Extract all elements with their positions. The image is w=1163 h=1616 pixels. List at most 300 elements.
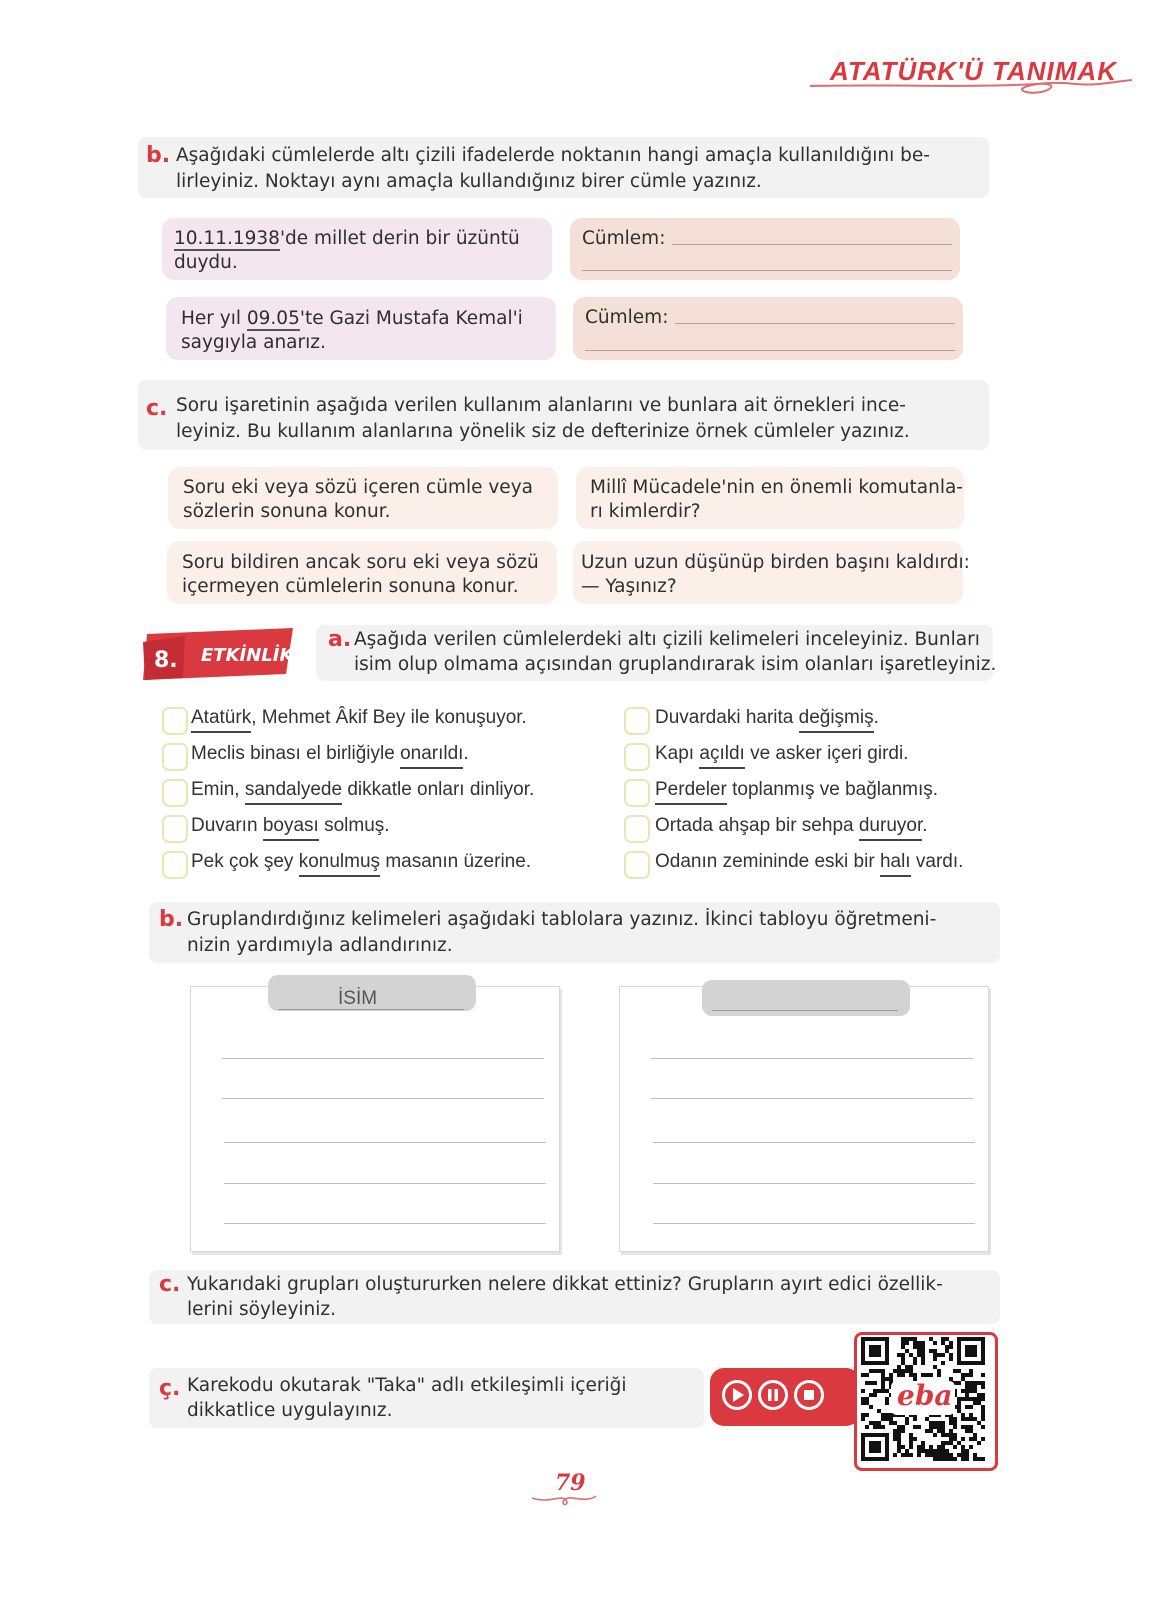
qr-module bbox=[937, 1429, 941, 1433]
qr-module bbox=[897, 1433, 901, 1437]
activity-b-text-line1: Gruplandırdığınız kelimeleri aşağıdaki tablolara yazınız. İkinci tabloyu öğretmeni- bbox=[187, 909, 937, 930]
qr-module bbox=[861, 1397, 865, 1401]
qr-module bbox=[913, 1437, 917, 1441]
section-c-instruction-bar bbox=[138, 380, 989, 450]
qr-module bbox=[941, 1457, 945, 1461]
qr-module bbox=[961, 1457, 965, 1461]
checkbox[interactable] bbox=[162, 851, 188, 879]
qr-module bbox=[981, 1409, 985, 1413]
activity-a-instruction-bar bbox=[316, 625, 997, 681]
qr-module bbox=[921, 1441, 925, 1445]
qr-finder bbox=[869, 1441, 881, 1453]
page-number-swash bbox=[530, 1490, 598, 1510]
answer-line bbox=[582, 270, 952, 271]
qr-module bbox=[961, 1373, 965, 1377]
qr-module bbox=[885, 1389, 889, 1393]
qr-module bbox=[973, 1381, 977, 1385]
activity-b-text-line2: nizin yardımıyla adlandırınız. bbox=[187, 935, 453, 956]
qr-module bbox=[897, 1445, 901, 1449]
write-line[interactable] bbox=[222, 1058, 544, 1059]
qr-module bbox=[909, 1365, 913, 1369]
sentence-text: Duvarın bbox=[191, 815, 263, 836]
qr-module bbox=[957, 1441, 961, 1445]
section-b-letter: b. bbox=[146, 143, 171, 168]
qr-module bbox=[877, 1389, 881, 1393]
activity-c-instruction-bar bbox=[149, 1270, 1000, 1324]
qr-module bbox=[869, 1369, 873, 1373]
qr-module bbox=[913, 1425, 917, 1429]
qr-module bbox=[981, 1373, 985, 1377]
qr-module bbox=[929, 1449, 933, 1453]
example2-line1: Uzun uzun düşünüp birden başını kaldırdı: bbox=[581, 552, 970, 573]
qr-module bbox=[901, 1445, 905, 1449]
answer-box-1[interactable] bbox=[570, 218, 960, 280]
qr-module bbox=[897, 1429, 901, 1433]
qr-module bbox=[969, 1445, 973, 1449]
qr-module bbox=[877, 1409, 881, 1413]
qr-module bbox=[945, 1337, 949, 1341]
sentence-left-2 bbox=[191, 743, 469, 765]
qr-module bbox=[873, 1393, 877, 1397]
qr-module bbox=[929, 1373, 933, 1377]
answer-line bbox=[672, 244, 952, 245]
qr-finder bbox=[965, 1345, 977, 1357]
qr-module bbox=[913, 1345, 917, 1349]
qr-module bbox=[873, 1421, 877, 1425]
qr-module bbox=[933, 1453, 937, 1457]
sentence-text: Pek çok şey bbox=[191, 851, 299, 872]
qr-module bbox=[961, 1389, 965, 1393]
qr-module bbox=[889, 1373, 893, 1377]
qr-module bbox=[941, 1353, 945, 1357]
qr-module bbox=[953, 1421, 957, 1425]
qr-module bbox=[881, 1417, 885, 1421]
qr-module bbox=[905, 1417, 909, 1421]
qr-module bbox=[897, 1365, 901, 1369]
write-line[interactable] bbox=[224, 1223, 546, 1224]
qr-module bbox=[897, 1425, 901, 1429]
qr-module bbox=[949, 1429, 953, 1433]
write-line[interactable] bbox=[653, 1142, 975, 1143]
qr-module bbox=[881, 1377, 885, 1381]
sentence-text: , Mehmet Âkif Bey ile konuşuyor. bbox=[251, 707, 527, 728]
underlined-word: halı bbox=[880, 851, 911, 877]
question-mark-rule-2 bbox=[167, 541, 557, 604]
example-date-rest: 'de millet derin bir üzüntü bbox=[279, 228, 520, 249]
qr-module bbox=[869, 1393, 873, 1397]
qr-module bbox=[909, 1441, 913, 1445]
sentence-right-4 bbox=[655, 815, 928, 837]
sentence-text: vardı. bbox=[910, 851, 964, 872]
qr-module bbox=[965, 1417, 969, 1421]
qr-module bbox=[937, 1353, 941, 1357]
noun-table bbox=[190, 986, 560, 1252]
qr-module bbox=[941, 1425, 945, 1429]
qr-module bbox=[969, 1425, 973, 1429]
qr-module bbox=[953, 1433, 957, 1437]
qr-module bbox=[925, 1429, 929, 1433]
qr-module bbox=[941, 1421, 945, 1425]
qr-module bbox=[905, 1365, 909, 1369]
qr-module bbox=[969, 1437, 973, 1441]
underlined-word: değişmiş bbox=[799, 707, 874, 733]
qr-module bbox=[917, 1425, 921, 1429]
qr-module bbox=[873, 1369, 877, 1373]
qr-module bbox=[877, 1425, 881, 1429]
qr-module bbox=[873, 1389, 877, 1393]
checkbox[interactable] bbox=[624, 851, 650, 879]
page-number: 79 bbox=[555, 1470, 586, 1496]
unit-title: ATATÜRK'Ü TANIMAK bbox=[830, 56, 1117, 86]
qr-module bbox=[937, 1425, 941, 1429]
example-box-date bbox=[162, 218, 552, 280]
qr-module bbox=[973, 1417, 977, 1421]
checkbox[interactable] bbox=[624, 815, 650, 843]
sentence-text: . bbox=[463, 743, 469, 764]
qr-module bbox=[897, 1373, 901, 1377]
qr-module bbox=[917, 1341, 921, 1345]
qr-module bbox=[893, 1433, 897, 1437]
sentence-left-5 bbox=[191, 851, 531, 873]
qr-module bbox=[973, 1457, 977, 1461]
qr-module bbox=[949, 1433, 953, 1437]
qr-module bbox=[901, 1357, 905, 1361]
header-swash bbox=[806, 76, 1136, 98]
qr-module bbox=[965, 1425, 969, 1429]
example1-line2: rı kimlerdir? bbox=[590, 501, 701, 522]
sentence-left-4 bbox=[191, 815, 390, 837]
activity-c-text-line2: lerini söyleyiniz. bbox=[187, 1299, 336, 1320]
qr-module bbox=[897, 1353, 901, 1357]
qr-module bbox=[941, 1445, 945, 1449]
qr-module bbox=[933, 1457, 937, 1461]
qr-module bbox=[929, 1445, 933, 1449]
qr-module bbox=[921, 1341, 925, 1345]
qr-module bbox=[901, 1353, 905, 1357]
example-date-line2: duydu. bbox=[174, 252, 238, 273]
qr-module bbox=[905, 1369, 909, 1373]
eba-logo bbox=[891, 1381, 955, 1415]
sentence-left-3 bbox=[191, 779, 534, 801]
qr-module bbox=[945, 1433, 949, 1437]
qr-module bbox=[965, 1389, 969, 1393]
qr-module bbox=[901, 1337, 905, 1341]
checkbox[interactable] bbox=[162, 743, 188, 771]
qr-module bbox=[945, 1345, 949, 1349]
sentence-text: Emin, bbox=[191, 779, 245, 800]
qr-module bbox=[893, 1421, 897, 1425]
qr-module bbox=[957, 1369, 961, 1373]
stop-button[interactable] bbox=[794, 1380, 824, 1410]
qr-module bbox=[913, 1337, 917, 1341]
qr-module bbox=[921, 1349, 925, 1353]
qr-module bbox=[933, 1349, 937, 1353]
qr-module bbox=[869, 1405, 873, 1409]
qr-module bbox=[949, 1457, 953, 1461]
qr-module bbox=[913, 1373, 917, 1377]
section-b-text-line2: lirleyiniz. Noktayı aynı amaçla kullandığınız birer cümle yazınız. bbox=[176, 171, 762, 192]
underlined-word: onarıldı bbox=[400, 743, 463, 769]
qr-module bbox=[889, 1417, 893, 1421]
qr-module bbox=[961, 1417, 965, 1421]
qr-module bbox=[905, 1337, 909, 1341]
qr-module bbox=[941, 1449, 945, 1453]
section-b-instruction-bar bbox=[138, 137, 989, 198]
qr-module bbox=[901, 1429, 905, 1433]
qr-module bbox=[905, 1341, 909, 1345]
qr-module bbox=[945, 1453, 949, 1457]
underlined-word: açıldı bbox=[699, 743, 744, 769]
example1-line1: Millî Mücadele'nin en önemli komutanla- bbox=[590, 477, 963, 498]
qr-module bbox=[897, 1437, 901, 1441]
qr-module bbox=[909, 1437, 913, 1441]
qr-module bbox=[869, 1381, 873, 1385]
qr-module bbox=[965, 1405, 969, 1409]
pause-button[interactable] bbox=[758, 1380, 788, 1410]
activity-b-letter: b. bbox=[159, 907, 184, 932]
qr-module bbox=[889, 1377, 893, 1381]
qr-module bbox=[957, 1397, 961, 1401]
play-button[interactable] bbox=[722, 1380, 752, 1410]
question-mark-example-2 bbox=[573, 541, 970, 604]
qr-module bbox=[885, 1413, 889, 1417]
rule2-line2: içermeyen cümlelerin sonuna konur. bbox=[182, 576, 519, 597]
underlined-word: Atatürk bbox=[191, 707, 251, 733]
qr-module bbox=[961, 1425, 965, 1429]
qr-module bbox=[885, 1397, 889, 1401]
activity-a-text-line1: Aşağıda verilen cümlelerdeki altı çizili kelimeleri inceleyiniz. Bunları bbox=[354, 629, 980, 650]
qr-module bbox=[961, 1437, 965, 1441]
qr-module bbox=[965, 1449, 969, 1453]
qr-module bbox=[969, 1405, 973, 1409]
qr-module bbox=[909, 1453, 913, 1457]
underlined-word: sandalyede bbox=[245, 779, 342, 805]
qr-module bbox=[893, 1437, 897, 1441]
qr-module bbox=[953, 1437, 957, 1441]
answer-line bbox=[585, 350, 955, 351]
qr-module bbox=[909, 1369, 913, 1373]
qr-finder bbox=[869, 1345, 881, 1357]
qr-module bbox=[933, 1433, 937, 1437]
second-table-title-tab[interactable] bbox=[702, 980, 910, 1016]
qr-module bbox=[961, 1413, 965, 1417]
qr-module bbox=[897, 1449, 901, 1453]
qr-module bbox=[969, 1381, 973, 1385]
pause-icon bbox=[761, 1383, 785, 1407]
qr-module bbox=[873, 1425, 877, 1429]
qr-module bbox=[873, 1381, 877, 1385]
qr-module bbox=[949, 1357, 953, 1361]
qr-module bbox=[945, 1449, 949, 1453]
checkbox[interactable] bbox=[162, 815, 188, 843]
qr-module bbox=[981, 1385, 985, 1389]
qr-module bbox=[973, 1437, 977, 1441]
qr-module bbox=[909, 1433, 913, 1437]
sentence-text: ve asker içeri girdi. bbox=[744, 743, 909, 764]
qr-module bbox=[861, 1389, 865, 1393]
activity-b-instruction-bar bbox=[149, 902, 1000, 963]
sentence-text: dikkatle onları dinliyor. bbox=[342, 779, 535, 800]
example-daymonth-line1 bbox=[181, 307, 523, 331]
qr-module bbox=[937, 1421, 941, 1425]
underlined-day-month: 09.05 bbox=[246, 308, 300, 329]
qr-module bbox=[961, 1377, 965, 1381]
qr-module bbox=[925, 1453, 929, 1457]
qr-module bbox=[953, 1445, 957, 1449]
write-line[interactable] bbox=[224, 1142, 546, 1143]
qr-module bbox=[917, 1353, 921, 1357]
qr-module bbox=[865, 1425, 869, 1429]
qr-module bbox=[981, 1397, 985, 1401]
title-line bbox=[278, 1009, 464, 1010]
qr-module bbox=[865, 1413, 869, 1417]
qr-module bbox=[969, 1429, 973, 1433]
write-line[interactable] bbox=[653, 1223, 975, 1224]
qr-module bbox=[941, 1429, 945, 1433]
sentence-text: Odanın zemininde eski bir bbox=[655, 851, 880, 872]
qr-module bbox=[913, 1361, 917, 1365]
qr-module bbox=[977, 1393, 981, 1397]
qr-module bbox=[981, 1457, 985, 1461]
qr-module bbox=[861, 1413, 865, 1417]
qr-module bbox=[949, 1353, 953, 1357]
activity-number: 8. bbox=[154, 648, 178, 673]
qr-module bbox=[949, 1421, 953, 1425]
qr-module bbox=[913, 1341, 917, 1345]
qr-module bbox=[933, 1353, 937, 1357]
qr-code[interactable] bbox=[854, 1332, 998, 1471]
qr-module bbox=[917, 1445, 921, 1449]
qr-module bbox=[937, 1457, 941, 1461]
qr-module bbox=[893, 1369, 897, 1373]
sentence-text: solmuş. bbox=[318, 815, 390, 836]
qr-module bbox=[965, 1429, 969, 1433]
write-line[interactable] bbox=[653, 1183, 975, 1184]
qr-module bbox=[861, 1373, 865, 1377]
qr-module bbox=[929, 1429, 933, 1433]
qr-module bbox=[929, 1421, 933, 1425]
qr-module bbox=[881, 1425, 885, 1429]
qr-module bbox=[937, 1373, 941, 1377]
qr-module bbox=[949, 1417, 953, 1421]
qr-module bbox=[905, 1349, 909, 1353]
qr-module bbox=[973, 1401, 977, 1405]
qr-module bbox=[973, 1389, 977, 1393]
checkbox[interactable] bbox=[624, 707, 650, 735]
qr-module bbox=[933, 1341, 937, 1345]
answer-box-2[interactable] bbox=[573, 297, 963, 360]
example2-line2: — Yaşınız? bbox=[581, 576, 677, 597]
qr-module bbox=[961, 1445, 965, 1449]
underlined-word: boyası bbox=[263, 815, 319, 841]
qr-module bbox=[937, 1445, 941, 1449]
qr-module bbox=[921, 1353, 925, 1357]
answer-line bbox=[675, 323, 955, 324]
qr-module bbox=[861, 1417, 865, 1421]
qr-module bbox=[953, 1457, 957, 1461]
sentence-text: toplanmış ve bağlanmış. bbox=[726, 779, 939, 800]
qr-module bbox=[965, 1453, 969, 1457]
qr-module bbox=[945, 1441, 949, 1445]
qr-module bbox=[917, 1349, 921, 1353]
qr-module bbox=[933, 1425, 937, 1429]
qr-module bbox=[957, 1453, 961, 1457]
rule2-line1: Soru bildiren ancak soru eki veya sözü bbox=[182, 552, 539, 573]
activity-badge-label: ETKİNLİK bbox=[201, 645, 294, 666]
qr-module bbox=[969, 1413, 973, 1417]
activity-c-letter: c. bbox=[159, 1272, 181, 1297]
qr-module bbox=[877, 1421, 881, 1425]
qr-module bbox=[961, 1397, 965, 1401]
answer-label-1: Cümlem: bbox=[582, 228, 666, 249]
qr-module bbox=[961, 1449, 965, 1453]
qr-module bbox=[969, 1417, 973, 1421]
noun-table-title: İSİM bbox=[338, 988, 378, 1009]
qr-module bbox=[969, 1389, 973, 1393]
qr-module bbox=[909, 1373, 913, 1377]
question-mark-example-1 bbox=[576, 467, 964, 529]
qr-module bbox=[881, 1373, 885, 1377]
second-table bbox=[619, 986, 989, 1252]
qr-module bbox=[981, 1425, 985, 1429]
qr-module bbox=[965, 1393, 969, 1397]
qr-module bbox=[909, 1337, 913, 1341]
qr-module bbox=[921, 1345, 925, 1349]
qr-module bbox=[981, 1417, 985, 1421]
write-line[interactable] bbox=[651, 1058, 973, 1059]
qr-module bbox=[925, 1417, 929, 1421]
qr-module bbox=[977, 1401, 981, 1405]
qr-module bbox=[977, 1421, 981, 1425]
title-line bbox=[712, 1010, 898, 1011]
qr-module bbox=[973, 1453, 977, 1457]
qr-module bbox=[977, 1441, 981, 1445]
qr-module bbox=[905, 1449, 909, 1453]
sentence-right-2 bbox=[655, 743, 908, 765]
checkbox[interactable] bbox=[624, 779, 650, 807]
activity-c-text-line1: Yukarıdaki grupları oluştururken nelere dikkat ettiniz? Grupların ayırt edici özellik- bbox=[187, 1274, 943, 1295]
write-line[interactable] bbox=[222, 1098, 544, 1099]
qr-module bbox=[901, 1369, 905, 1373]
sentence-left-1 bbox=[191, 707, 527, 729]
sentence-right-5 bbox=[655, 851, 963, 873]
checkbox[interactable] bbox=[162, 779, 188, 807]
activity-cc-text-line2: dikkatlice uygulayınız. bbox=[187, 1400, 393, 1421]
sentence-right-3 bbox=[655, 779, 938, 801]
qr-module bbox=[889, 1421, 893, 1425]
qr-module bbox=[969, 1369, 973, 1373]
example-daymonth-rest: 'te Gazi Mustafa Kemal'i bbox=[299, 308, 523, 329]
qr-module bbox=[981, 1381, 985, 1385]
qr-module bbox=[945, 1349, 949, 1353]
checkbox[interactable] bbox=[162, 707, 188, 735]
qr-module bbox=[941, 1441, 945, 1445]
underlined-word: konulmuş bbox=[299, 851, 380, 877]
qr-module bbox=[957, 1401, 961, 1405]
qr-module bbox=[981, 1413, 985, 1417]
underlined-word: duruyor bbox=[859, 815, 922, 841]
qr-module bbox=[929, 1349, 933, 1353]
qr-module bbox=[961, 1453, 965, 1457]
qr-module bbox=[957, 1381, 961, 1385]
qr-module bbox=[977, 1397, 981, 1401]
qr-module bbox=[897, 1369, 901, 1373]
qr-module bbox=[981, 1393, 985, 1397]
qr-module bbox=[865, 1401, 869, 1405]
write-line[interactable] bbox=[224, 1183, 546, 1184]
write-line[interactable] bbox=[651, 1098, 973, 1099]
checkbox[interactable] bbox=[624, 743, 650, 771]
